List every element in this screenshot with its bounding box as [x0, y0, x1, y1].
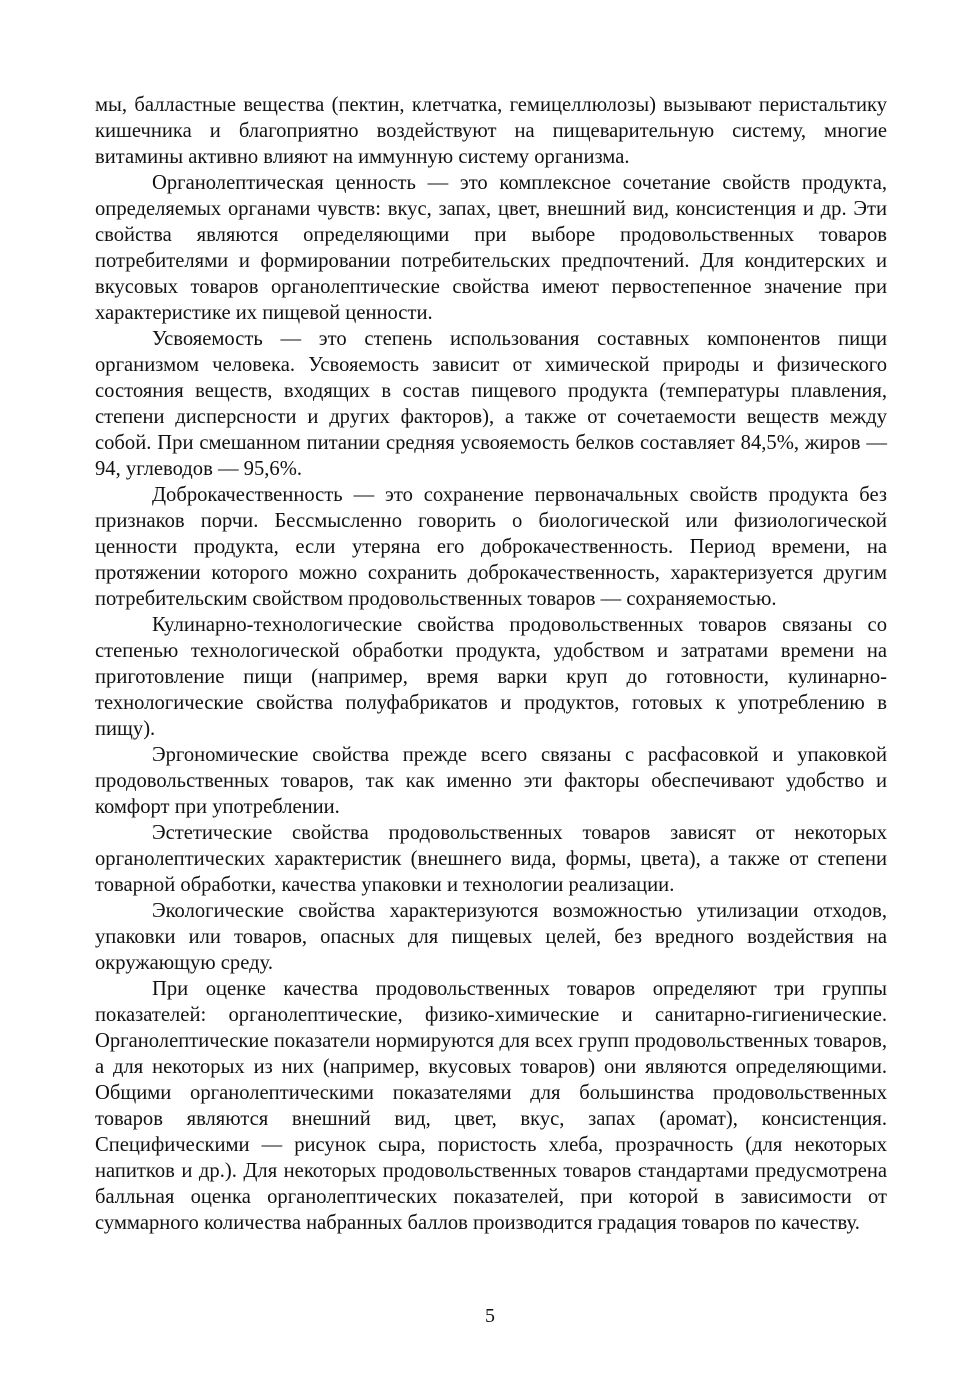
- paragraph-digestibility: Усвояемость — это степень использования составных компонентов пищи организмом человека. Усвояемость зависит от химической природы и физического состояния веществ, входящих в состав пищевого продукта (температуры плавления, степени дисперсности и других факторов), а также от сочетаемости веществ между собой. При смешанном питании средняя усвояемость белков составляет 84,5%, жиров — 94, углеводов — 95,6%.: [95, 328, 887, 480]
- paragraph-quality-assessment: При оценке качества продовольственных товаров определяют три группы показателей: органолептические, физико-химические и санитарно-гигиенические. Органолептические показатели нормируются для всех групп продовольственных товаров, а для некоторых из них (например, вкусовых товаров) они являются определяющими. Общими органолептическими показателями для большинства продовольственных товаров являются внешний вид, цвет, вкус, запах (аромат), консистенция. Специфическими — рисунок сыра, пористость хлеба, прозрачность (для некоторых напитков и др.). Для некоторых продовольственных товаров стандартами предусмотрена балльная оценка органолептических показателей, при которой в зависимости от суммарного количества набранных баллов производится градация товаров по качеству.: [95, 978, 887, 1234]
- paragraph-ergonomic-properties: Эргономические свойства прежде всего связаны с расфасовкой и упаковкой продовольственных товаров, так как именно эти факторы обеспечивают удобство и комфорт при употреблении.: [95, 744, 887, 818]
- paragraph-continuation: мы, балластные вещества (пектин, клетчатка, гемицеллюлозы) вызывают перистальтику кишечника и благоприятно воздействуют на пищеварительную систему, многие витамины активно влияют на иммунную систему организма.: [95, 94, 887, 168]
- page-body: [95, 92, 887, 1236]
- paragraph-wholesomeness: Доброкачественность — это сохранение первоначальных свойств продукта без признаков порчи. Бессмысленно говорить о биологической или физиологической ценности продукта, если утеряна его доброкачественность. Период времени, на протяжении которого можно сохранить доброкачественность, характеризуется другим потребительским свойством продовольственных товаров — сохраняемостью.: [95, 484, 887, 610]
- page-number: 5: [485, 1305, 495, 1327]
- paragraph-culinary-properties: Кулинарно-технологические свойства продовольственных товаров связаны со степенью технологической обработки продукта, удобством и затратами времени на приготовление пищи (например, время варки круп до готовности, кулинарно-технологические свойства полуфабрикатов и продуктов, готовых к употреблению в пищу).: [95, 614, 887, 740]
- paragraph-aesthetic-properties: Эстетические свойства продовольственных товаров зависят от некоторых органолептических характеристик (внешнего вида, формы, цвета), а также от степени товарной обработки, качества упаковки и технологии реализации.: [95, 822, 887, 896]
- paragraph-organoleptic-value: Органолептическая ценность — это комплексное сочетание свойств продукта, определяемых органами чувств: вкус, запах, цвет, внешний вид, консистенция и др. Эти свойства являются определяющими при выборе продовольственных товаров потребителями и формировании потребительских предпочтений. Для кондитерских и вкусовых товаров органолептические свойства имеют первостепенное значение при характеристике их пищевой ценности.: [95, 172, 887, 324]
- paragraph-ecological-properties: Экологические свойства характеризуются возможностью утилизации отходов, упаковки или товаров, опасных для пищевых целей, без вредного воздействия на окружающую среду.: [95, 900, 887, 974]
